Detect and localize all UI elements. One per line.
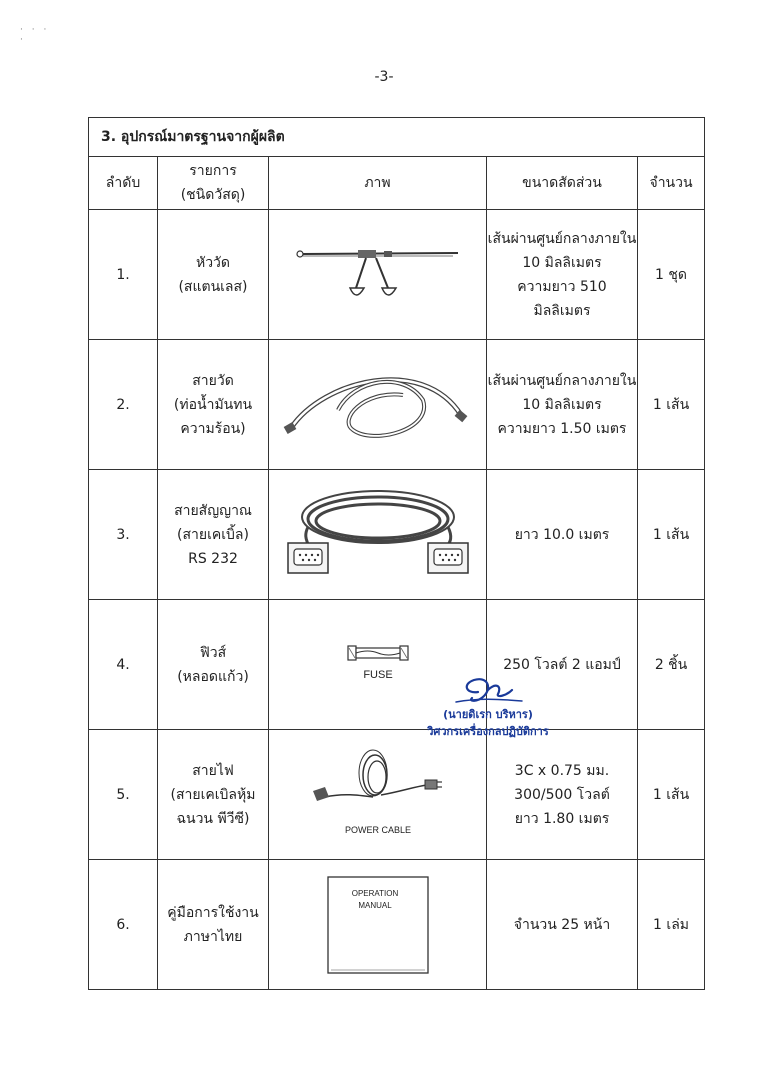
row-no: 4.: [89, 600, 158, 730]
manual-icon: [325, 874, 431, 976]
row-qty: 1 ชุด: [638, 210, 705, 340]
row-qty: 1 เล่ม: [638, 860, 705, 990]
name-line: สายสัญญาณ: [174, 502, 252, 519]
size-line: เส้นผ่านศูนย์กลางภายใน: [487, 372, 637, 389]
row-qty: 1 เส้น: [638, 340, 705, 470]
row-no: 5.: [89, 730, 158, 860]
header-item-line: (ชนิดวัสดุ): [180, 187, 246, 203]
table-header: [89, 157, 705, 210]
equipment-table: [88, 117, 705, 990]
size-line: จำนวน 25 หน้า: [513, 916, 611, 933]
name-line: ภาษาไทย: [183, 928, 243, 945]
header-item-line: รายการ: [189, 163, 237, 179]
row-qty: 1 เส้น: [638, 730, 705, 860]
section-title: 3. อุปกรณ์มาตรฐานจากผู้ผลิต: [89, 118, 705, 157]
header-size: ขนาดสัดส่วน: [487, 157, 638, 210]
row-qty: 2 ชิ้น: [638, 600, 705, 730]
header-picture: ภาพ: [269, 157, 487, 210]
row-name: [158, 340, 269, 470]
table-row: [89, 470, 705, 600]
manual-caption-line: OPERATION: [351, 888, 398, 898]
scan-specks: · · · ·: [20, 25, 50, 45]
name-line: ความร้อน): [180, 420, 246, 437]
header-no: ลำดับ: [89, 157, 158, 210]
row-picture: [269, 860, 487, 990]
row-no: 1.: [89, 210, 158, 340]
row-picture: [269, 730, 487, 860]
row-size: [487, 470, 638, 600]
row-name: [158, 600, 269, 730]
row-no: 3.: [89, 470, 158, 600]
header-qty: จำนวน: [638, 157, 705, 210]
row-no: 2.: [89, 340, 158, 470]
row-name: [158, 730, 269, 860]
fuse-caption: FUSE: [362, 668, 393, 681]
table-row: [89, 210, 705, 340]
name-line: (หลอดแก้ว): [177, 668, 249, 685]
row-size: [487, 730, 638, 860]
size-line: ความยาว 1.50 เมตร: [497, 420, 627, 437]
hose-icon: [283, 360, 473, 450]
power-cable-icon: [303, 745, 453, 845]
row-size: [487, 340, 638, 470]
page-number: -3-: [374, 69, 394, 85]
row-picture: [269, 210, 487, 340]
size-line: 300/500 โวลต์: [514, 786, 610, 803]
name-line: หัววัด: [195, 254, 231, 271]
row-size: [487, 210, 638, 340]
table-row: [89, 730, 705, 860]
size-line: เส้นผ่านศูนย์กลางภายใน: [487, 230, 637, 247]
size-line: ยาว 1.80 เมตร: [514, 810, 610, 827]
rs232-cable-icon: [278, 487, 478, 583]
row-qty: 1 เส้น: [638, 470, 705, 600]
name-line: สายวัด: [192, 372, 234, 389]
size-line: 3C x 0.75 มม.: [514, 762, 610, 779]
name-line: ฉนวน พีวีซี): [176, 810, 250, 827]
table-row: [89, 860, 705, 990]
signature-block: [418, 672, 558, 740]
row-name: [158, 860, 269, 990]
name-line: (สายเคเบิ้ล): [177, 526, 249, 543]
size-line: 10 มิลลิเมตร: [522, 396, 602, 413]
row-picture: [269, 470, 487, 600]
manual-caption-line: MANUAL: [357, 900, 392, 910]
name-line: ฟิวส์: [199, 644, 227, 661]
name-line: (ท่อน้ำมันทน: [173, 396, 253, 413]
signature-position: วิศวกรเครื่องกลปฏิบัติการ: [427, 725, 549, 738]
size-line: 250 โวลต์ 2 แอมป์: [503, 656, 621, 673]
size-line: 10 มิลลิเมตร: [522, 254, 602, 271]
row-no: 6.: [89, 860, 158, 990]
signature-scribble: [448, 672, 528, 706]
row-name: [158, 210, 269, 340]
name-line: (สแตนเลส): [178, 278, 248, 295]
name-line: คู่มือการใช้งาน: [167, 904, 259, 921]
row-name: [158, 470, 269, 600]
header-item: [158, 157, 269, 210]
table-row: [89, 600, 705, 730]
name-line: สายไฟ: [192, 762, 234, 779]
name-line: RS 232: [188, 550, 238, 567]
row-size: [487, 860, 638, 990]
size-line: ยาว 10.0 เมตร: [514, 526, 610, 543]
size-line: ความยาว 510 มิลลิเมตร: [517, 278, 607, 319]
table-row: [89, 340, 705, 470]
probe-icon: [288, 240, 468, 310]
power-cable-caption: POWER CABLE: [344, 824, 411, 835]
row-picture: [269, 340, 487, 470]
signature-name: (นายดิเรก บริหาร): [443, 708, 533, 721]
name-line: (สายเคเบิลหุ้ม: [170, 786, 256, 803]
